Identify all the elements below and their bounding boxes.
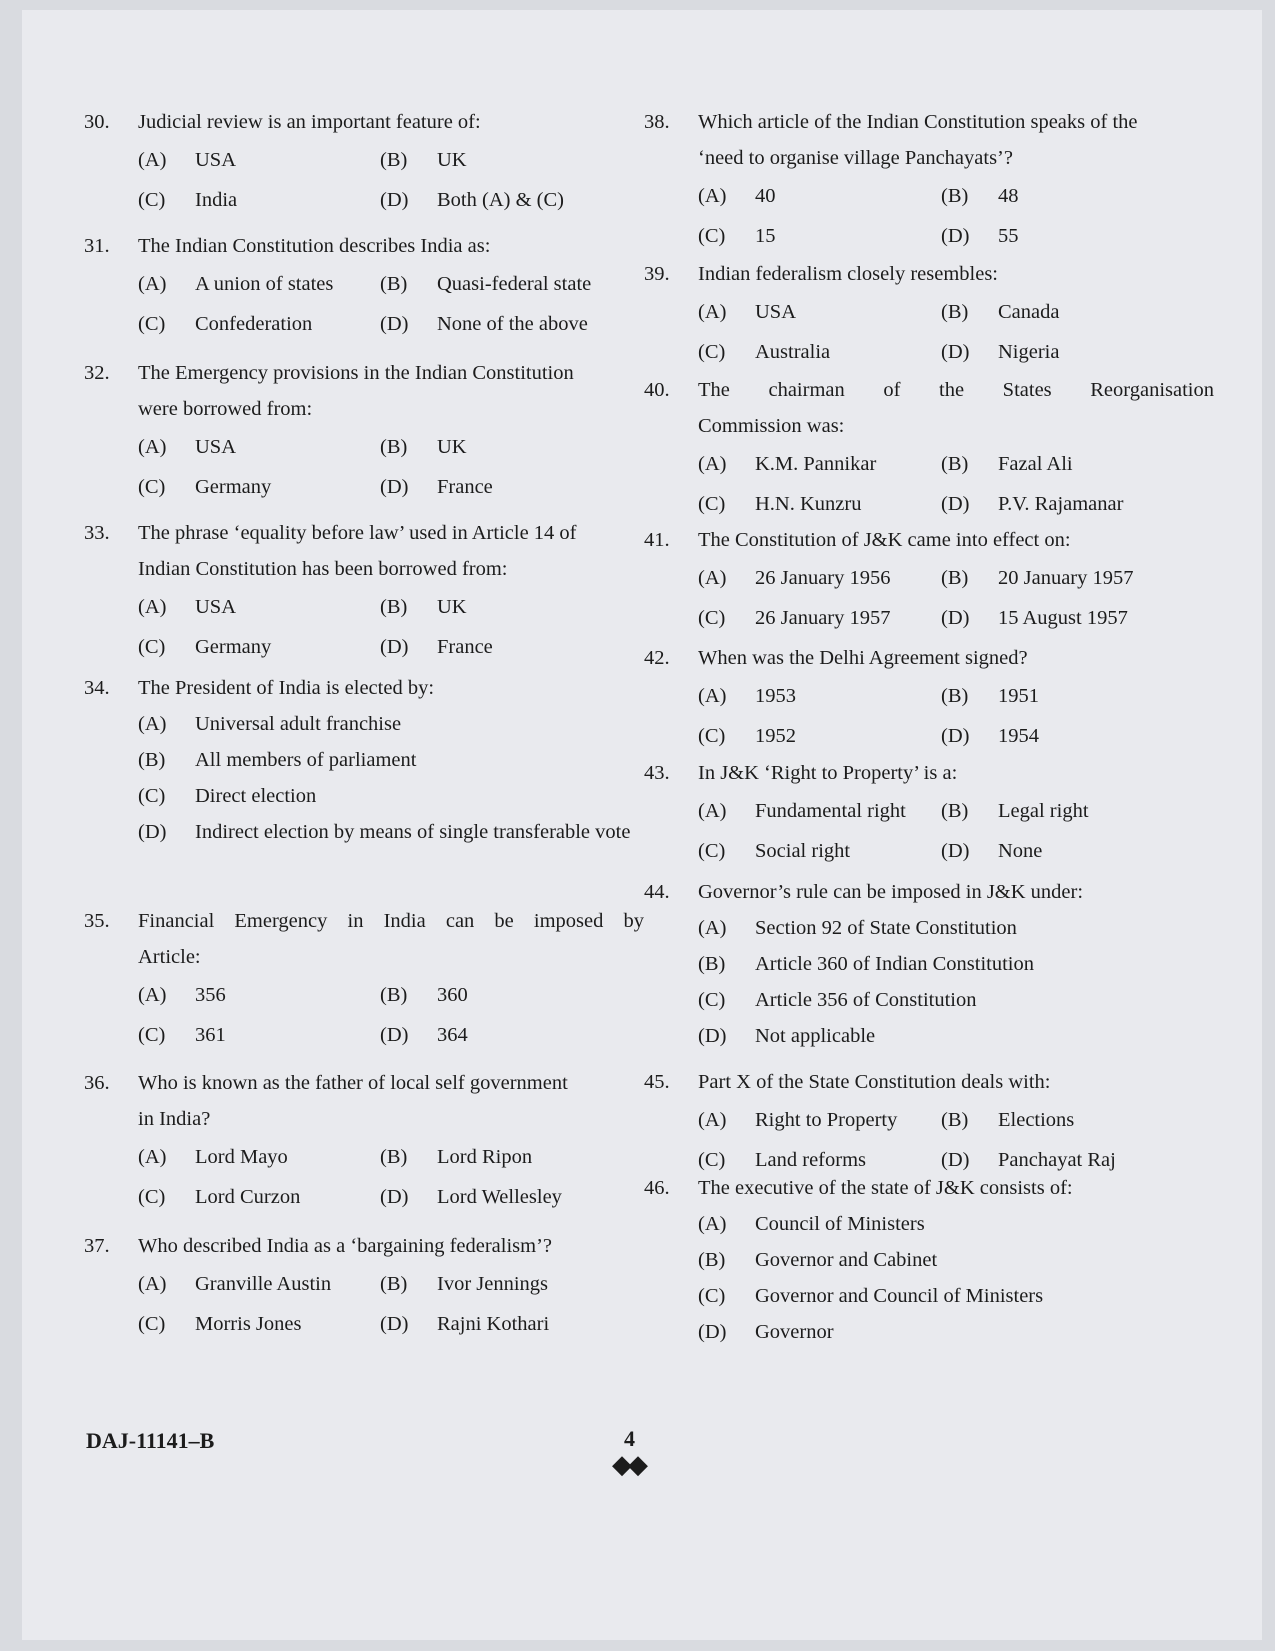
option-label: (C)	[698, 225, 726, 247]
question-text: The phrase ‘equality before law’ used in Article 14 of	[138, 522, 577, 544]
page-number: 4	[624, 1426, 635, 1451]
option	[380, 1015, 644, 1055]
option	[380, 1137, 644, 1177]
option-label: (B)	[698, 1249, 726, 1271]
option	[698, 558, 941, 598]
option-text: Fundamental right	[755, 800, 906, 822]
option-label: (B)	[941, 1109, 969, 1131]
question-41	[644, 522, 1214, 638]
question-number: 43.	[644, 762, 670, 784]
question-text: Indian federalism closely resembles:	[698, 263, 998, 285]
option-text: Not applicable	[755, 1025, 876, 1047]
option-label: (B)	[380, 984, 408, 1006]
option-text: 360	[437, 984, 468, 1006]
option-label: (A)	[138, 596, 167, 618]
question-number: 35.	[84, 910, 110, 932]
options	[698, 676, 1214, 756]
question-text: were borrowed from:	[138, 398, 313, 420]
option-text: K.M. Pannikar	[755, 453, 877, 475]
question-text: Judicial review is an important feature of:	[138, 111, 481, 133]
question-number: 31.	[84, 235, 110, 257]
option	[698, 716, 941, 756]
question-number: 41.	[644, 529, 670, 551]
option	[380, 180, 644, 220]
option-label: (D)	[380, 636, 409, 658]
option-label: (D)	[941, 225, 970, 247]
option	[698, 1018, 1214, 1054]
question-44	[644, 874, 1214, 1054]
option-text: H.N. Kunzru	[755, 493, 862, 515]
question-text: ‘need to organise village Panchayats’?	[698, 147, 1013, 169]
option-text: Rajni Kothari	[437, 1313, 550, 1335]
question-text: Financial Emergency in India can be imposed by	[138, 910, 644, 932]
option-text: UK	[437, 149, 467, 171]
option-text: Legal right	[998, 800, 1089, 822]
option	[941, 216, 1214, 256]
option-label: (B)	[380, 1146, 408, 1168]
option-label: (C)	[698, 1285, 726, 1307]
option-label: (B)	[380, 1273, 408, 1295]
question-text: Indian Constitution has been borrowed from:	[138, 558, 508, 580]
option-text: Governor and Council of Ministers	[755, 1285, 1044, 1307]
question-text: Article:	[138, 946, 201, 968]
question-38	[644, 104, 1214, 256]
option-label: (A)	[698, 917, 727, 939]
options	[138, 264, 644, 344]
option	[941, 558, 1214, 598]
question-text: The President of India is elected by:	[138, 677, 435, 699]
option	[380, 304, 644, 344]
question-number: 30.	[84, 111, 110, 133]
question-number: 39.	[644, 263, 670, 285]
options	[138, 1264, 644, 1344]
question-text: Part X of the State Constitution deals with:	[698, 1071, 1051, 1093]
question-34	[84, 670, 644, 850]
question-text: The Emergency provisions in the Indian Constitution	[138, 362, 574, 384]
exam-page	[22, 10, 1262, 1640]
option-label: (D)	[380, 476, 409, 498]
question-number: 38.	[644, 111, 670, 133]
option-text: Article 356 of Constitution	[755, 989, 977, 1011]
option	[138, 1304, 380, 1344]
option	[941, 598, 1214, 638]
question-text: The Indian Constitution describes India as:	[138, 235, 491, 257]
option	[698, 791, 941, 831]
option-label: (C)	[138, 1186, 166, 1208]
option-text: 356	[195, 984, 226, 1006]
option	[138, 264, 380, 304]
option-label: (A)	[138, 273, 167, 295]
option	[138, 778, 644, 814]
diamond-ornament: ◆◆	[612, 1450, 644, 1479]
question-text: The executive of the state of J&K consists of:	[698, 1177, 1073, 1199]
option-text: Canada	[998, 301, 1060, 323]
option	[941, 292, 1214, 332]
option-label: (D)	[380, 313, 409, 335]
question-43	[644, 755, 1214, 871]
option	[698, 946, 1214, 982]
option-text: None	[998, 840, 1043, 862]
option-text: None of the above	[437, 313, 588, 335]
option-label: (D)	[941, 1149, 970, 1171]
option-text: 15	[755, 225, 776, 247]
option-label: (D)	[941, 840, 970, 862]
option	[380, 975, 644, 1015]
option-text: Both (A) & (C)	[437, 189, 564, 211]
option-text: Germany	[195, 636, 272, 658]
option-label: (C)	[138, 785, 166, 807]
option	[698, 1314, 1214, 1350]
option	[941, 831, 1214, 871]
option	[698, 176, 941, 216]
option-text: 1951	[998, 685, 1039, 707]
option-label: (C)	[698, 840, 726, 862]
question-40	[644, 372, 1214, 524]
option-text: 15 August 1957	[998, 607, 1128, 629]
option-label: (B)	[380, 436, 408, 458]
question-36	[84, 1065, 644, 1217]
option-text: Lord Wellesley	[437, 1186, 562, 1208]
option-label: (A)	[138, 713, 167, 735]
option-text: 1953	[755, 685, 796, 707]
option-label: (C)	[698, 725, 726, 747]
option-label: (D)	[698, 1321, 727, 1343]
options	[698, 910, 1214, 1054]
option-label: (A)	[698, 185, 727, 207]
question-46	[644, 1170, 1214, 1350]
option	[698, 1278, 1214, 1314]
options	[698, 558, 1214, 638]
question-30	[84, 104, 644, 220]
option	[138, 467, 380, 507]
option-label: (B)	[380, 273, 408, 295]
option-text: 55	[998, 225, 1019, 247]
option	[380, 467, 644, 507]
option-text: Ivor Jennings	[437, 1273, 549, 1295]
option-label: (C)	[698, 989, 726, 1011]
option-text: P.V. Rajamanar	[998, 493, 1124, 515]
question-39	[644, 256, 1214, 372]
option-text: Section 92 of State Constitution	[755, 917, 1017, 939]
option	[138, 742, 644, 778]
option-text: Panchayat Raj	[998, 1149, 1116, 1171]
option-label: (B)	[941, 301, 969, 323]
option-label: (D)	[138, 821, 167, 843]
option-label: (D)	[698, 1025, 727, 1047]
option-label: (C)	[138, 636, 166, 658]
option	[380, 427, 644, 467]
option	[138, 140, 380, 180]
option-label: (A)	[698, 800, 727, 822]
option	[941, 176, 1214, 216]
option	[138, 1137, 380, 1177]
question-number: 46.	[644, 1177, 670, 1199]
option-text: Confederation	[195, 313, 313, 335]
question-number: 37.	[84, 1235, 110, 1257]
option-label: (C)	[138, 476, 166, 498]
option-text: USA	[195, 149, 237, 171]
option-label: (B)	[380, 596, 408, 618]
option-label: (B)	[941, 685, 969, 707]
question-45	[644, 1064, 1214, 1180]
option-label: (D)	[380, 1186, 409, 1208]
option-text: Article 360 of Indian Constitution	[755, 953, 1034, 975]
option	[698, 676, 941, 716]
paper-code: DAJ-11141–B	[86, 1428, 215, 1453]
option	[698, 444, 941, 484]
option-label: (B)	[941, 800, 969, 822]
option-text: 1954	[998, 725, 1039, 747]
options	[138, 1137, 644, 1217]
option-label: (D)	[380, 1024, 409, 1046]
option	[698, 484, 941, 524]
option-label: (A)	[138, 149, 167, 171]
option-label: (C)	[698, 1149, 726, 1171]
option	[380, 587, 644, 627]
options	[138, 140, 644, 220]
option	[698, 910, 1214, 946]
option-label: (C)	[138, 189, 166, 211]
option-label: (B)	[941, 567, 969, 589]
option	[698, 598, 941, 638]
option-label: (A)	[698, 453, 727, 475]
option	[941, 444, 1214, 484]
option-label: (B)	[698, 953, 726, 975]
option-label: (D)	[941, 725, 970, 747]
option-label: (B)	[380, 149, 408, 171]
option	[941, 332, 1214, 372]
option	[941, 676, 1214, 716]
option-text: Land reforms	[755, 1149, 866, 1171]
option	[138, 427, 380, 467]
options	[138, 427, 644, 507]
option-label: (B)	[138, 749, 166, 771]
option	[698, 216, 941, 256]
question-text: Who described India as a ‘bargaining federalism’?	[138, 1235, 553, 1257]
option-text: Australia	[755, 341, 831, 363]
question-text: in India?	[138, 1108, 211, 1130]
option-text: Lord Curzon	[195, 1186, 301, 1208]
option-label: (A)	[138, 1146, 167, 1168]
option	[138, 975, 380, 1015]
option-label: (C)	[138, 1024, 166, 1046]
option-text: 48	[998, 185, 1019, 207]
options	[698, 176, 1214, 256]
option	[941, 484, 1214, 524]
question-number: 42.	[644, 647, 670, 669]
option-label: (C)	[138, 313, 166, 335]
question-number: 45.	[644, 1071, 670, 1093]
option-text: 20 January 1957	[998, 567, 1134, 589]
options	[698, 791, 1214, 871]
question-text: Governor’s rule can be imposed in J&K under:	[698, 881, 1084, 903]
option-text: Quasi-federal state	[437, 273, 592, 295]
option	[138, 627, 380, 667]
option-label: (D)	[941, 607, 970, 629]
option-label: (C)	[698, 493, 726, 515]
option-label: (D)	[941, 493, 970, 515]
option-text: USA	[195, 596, 237, 618]
option-label: (D)	[380, 189, 409, 211]
option-label: (C)	[138, 1313, 166, 1335]
question-42	[644, 640, 1214, 756]
option	[698, 1242, 1214, 1278]
question-text: The Constitution of J&K came into effect on:	[698, 529, 1071, 551]
option-text: UK	[437, 596, 467, 618]
option-label: (A)	[698, 1213, 727, 1235]
option-text: UK	[437, 436, 467, 458]
option-label: (D)	[380, 1313, 409, 1335]
option-text: Council of Ministers	[755, 1213, 925, 1235]
option-text: Lord Mayo	[195, 1146, 288, 1168]
question-text: Who is known as the father of local self government	[138, 1072, 568, 1094]
question-number: 36.	[84, 1072, 110, 1094]
option-text: 26 January 1957	[755, 607, 891, 629]
question-number: 44.	[644, 881, 670, 903]
option-label: (D)	[941, 341, 970, 363]
question-number: 32.	[84, 362, 110, 384]
option-text: Indirect election by means of single transferable vote	[195, 821, 631, 843]
option-text: Right to Property	[755, 1109, 898, 1131]
options	[138, 706, 644, 850]
option	[380, 264, 644, 304]
option	[698, 1206, 1214, 1242]
option-text: 40	[755, 185, 776, 207]
question-text: When was the Delhi Agreement signed?	[698, 647, 1028, 669]
question-number: 34.	[84, 677, 110, 699]
option-text: Morris Jones	[195, 1313, 302, 1335]
option-text: 1952	[755, 725, 796, 747]
options	[698, 444, 1214, 524]
question-text: The chairman of the States Reorganisation	[698, 379, 1214, 401]
option-text: USA	[755, 301, 797, 323]
option-text: Governor and Cabinet	[755, 1249, 938, 1271]
question-number: 40.	[644, 379, 670, 401]
option-label: (B)	[941, 453, 969, 475]
options	[138, 587, 644, 667]
option-text: Granville Austin	[195, 1273, 332, 1295]
option-label: (C)	[698, 341, 726, 363]
option-text: Governor	[755, 1321, 834, 1343]
question-33	[84, 515, 644, 667]
option-label: (A)	[138, 1273, 167, 1295]
option-label: (A)	[138, 436, 167, 458]
question-32	[84, 355, 644, 507]
option	[941, 716, 1214, 756]
option-text: Elections	[998, 1109, 1075, 1131]
option-text: Fazal Ali	[998, 453, 1073, 475]
question-37	[84, 1228, 644, 1344]
option	[380, 1304, 644, 1344]
option	[698, 292, 941, 332]
option-text: 361	[195, 1024, 226, 1046]
option-text: USA	[195, 436, 237, 458]
options	[698, 1100, 1214, 1180]
option	[941, 791, 1214, 831]
option-label: (A)	[698, 301, 727, 323]
option-text: Social right	[755, 840, 851, 862]
question-text: Which article of the Indian Constitution speaks of the	[698, 111, 1138, 133]
option-text: Germany	[195, 476, 272, 498]
option-text: France	[437, 636, 493, 658]
option-label: (A)	[698, 1109, 727, 1131]
option-label: (A)	[138, 984, 167, 1006]
option	[380, 140, 644, 180]
option-text: France	[437, 476, 493, 498]
question-text: Commission was:	[698, 415, 845, 437]
option	[138, 1015, 380, 1055]
option	[138, 706, 644, 742]
option	[941, 1100, 1214, 1140]
option	[380, 1264, 644, 1304]
option	[698, 1100, 941, 1140]
question-35	[84, 903, 644, 1055]
option	[138, 304, 380, 344]
question-number: 33.	[84, 522, 110, 544]
option-text: Lord Ripon	[437, 1146, 533, 1168]
option-text: Nigeria	[998, 341, 1060, 363]
option	[698, 332, 941, 372]
option-text: Direct election	[195, 785, 317, 807]
options	[698, 292, 1214, 372]
question-31	[84, 228, 644, 344]
option-label: (A)	[698, 567, 727, 589]
option-text: India	[195, 189, 238, 211]
option-text: 364	[437, 1024, 468, 1046]
option	[138, 1264, 380, 1304]
option	[698, 982, 1214, 1018]
option	[138, 587, 380, 627]
option	[380, 627, 644, 667]
question-text: In J&K ‘Right to Property’ is a:	[698, 762, 958, 784]
option-text: A union of states	[195, 273, 334, 295]
option	[138, 814, 644, 850]
option-text: All members of parliament	[195, 749, 417, 771]
option	[698, 831, 941, 871]
options	[138, 975, 644, 1055]
option-text: Universal adult franchise	[195, 713, 402, 735]
option	[138, 180, 380, 220]
option-label: (A)	[698, 685, 727, 707]
option	[138, 1177, 380, 1217]
option-label: (B)	[941, 185, 969, 207]
option-text: 26 January 1956	[755, 567, 891, 589]
option-label: (C)	[698, 607, 726, 629]
option	[380, 1177, 644, 1217]
options	[698, 1206, 1214, 1350]
